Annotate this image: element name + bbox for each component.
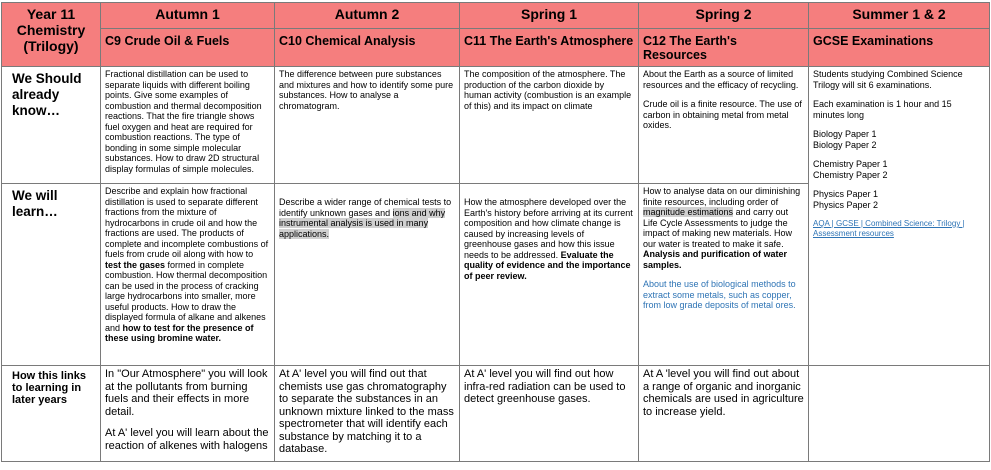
exams-chemistry [813, 159, 985, 180]
learn-c9-text-2: formed in complete combustion. How thermal decomposition can be used in the process of cracking large hydrocarbons into smaller, more useful products. How to draw the displayed formula of alkane and alkenes and [105, 259, 268, 333]
exams-paragraph-count: Students studying Combined Science Trilogy will sit 6 examinations. [813, 69, 963, 90]
links-exams-cell [809, 366, 990, 462]
term-header-spring-2: Spring 2 [639, 3, 809, 29]
row-label-will-learn: We will learn… [2, 184, 101, 366]
exam-chemistry-1: Chemistry Paper 1 [813, 159, 888, 169]
row-label-already-know: We Should already know… [2, 67, 101, 184]
exams-paragraph-duration: Each examination is 1 hour and 15 minutes long [813, 99, 952, 120]
learn-c9-text-1: Describe and explain how fractional distillation is used to separate different fractions from the mixture of hydrocarbons in crude oil and how the fractions are used. The products of complete and incomplete combustions of fuels from crude oil along with how to [105, 186, 269, 259]
links-c9-cell [101, 366, 275, 462]
unit-header-exams: GCSE Examinations [809, 29, 990, 67]
links-c10-cell: At A' level you will find out that chemists use gas chromatography to separate the substances in an unknown mixture linked to the mass spectrometer that will identify each substance by matching it to a database. [275, 366, 460, 462]
unit-header-c9: C9 Crude Oil & Fuels [101, 29, 275, 67]
exam-physics-2: Physics Paper 2 [813, 199, 879, 210]
exams-biology [813, 129, 985, 150]
learn-c10-cell [275, 184, 460, 366]
exam-physics-1: Physics Paper 1 [813, 189, 879, 199]
row-label-later-years: How this links to learning in later years [2, 366, 101, 462]
learn-c11-bold: Evaluate the quality of evidence and the importance of peer review. [464, 249, 631, 281]
term-header-autumn-1: Autumn 1 [101, 3, 275, 29]
learn-c10-highlight: ions and why instrumental analysis is used in many applications. [279, 207, 446, 239]
year-subject-header [2, 3, 101, 67]
learn-c12-paragraph-2: About the use of biological methods to extract some metals, such as copper, from low grade deposits of metal ores. [643, 279, 796, 310]
learn-c12-paragraph-1 [643, 186, 804, 270]
links-c9-paragraph-1: In "Our Atmosphere" you will look at the pollutants from burning fuels and their effects in more detail. [105, 368, 268, 418]
learn-c9-cell [101, 184, 275, 366]
learn-c12-highlight: magnitude estimations [643, 207, 734, 217]
know-c12-paragraph-2: Crude oil is a finite resource. The use of carbon in obtaining metal from metal oxides. [643, 99, 802, 130]
subject-variant-label: (Trilogy) [23, 38, 79, 54]
know-c11-cell: The composition of the atmosphere. The production of the carbon dioxide by human activity (combustion is an example of this) and its impact on climate [460, 67, 639, 184]
know-c9-cell: Fractional distillation can be used to separate liquids with different boiling points. Give some examples of combustion and thermal decomposition reactions. That the fire triangle shows fuel oxygen and heat are required for combustion reactions. The type of bonding in some simple molecular substances. How to draw 2D structural display formulas of simple molecules. [101, 67, 275, 184]
know-c12-paragraph-1: About the Earth as a source of limited resources and the efficacy of recycling. [643, 69, 799, 90]
links-c9-paragraph-2: At A' level you will learn about the reaction of alkenes with halogens [105, 427, 269, 452]
exam-biology-2: Biology Paper 2 [813, 139, 877, 150]
links-c12-cell: At A 'level you will find out about a range of organic and inorganic chemicals are used in agriculture to increase yield. [639, 366, 809, 462]
curriculum-table [1, 2, 990, 462]
learn-c12-cell [639, 184, 809, 366]
learn-c10-text: Describe a wider range of chemical tests to identify unknown gases and [279, 197, 452, 218]
term-header-summer: Summer 1 & 2 [809, 3, 990, 29]
know-c10-cell: The difference between pure substances and mixtures and how to identify some pure substances. How to analyse a chromatogram. [275, 67, 460, 184]
learn-c11-text: How the atmosphere developed over the Earth's history before arriving at its current composition and how climate change is caused by increasing levels of greenhouse gases and how this issue needs to be addressed. [464, 197, 633, 260]
assessment-resources-link[interactable]: AQA | GCSE | Combined Science: Trilogy | Assessment resources [813, 219, 965, 238]
year-label: Year 11 [26, 6, 76, 22]
term-header-spring-1: Spring 1 [460, 3, 639, 29]
know-c12-cell [639, 67, 809, 184]
learn-c12-text-1: How to analyse data on our diminishing finite resources, including order of [643, 186, 801, 207]
unit-header-c10: C10 Chemical Analysis [275, 29, 460, 67]
learn-c9-bold-1: test the gases [105, 259, 166, 270]
exam-chemistry-2: Chemistry Paper 2 [813, 169, 888, 180]
learn-c12-text-2: and carry out Life Cycle Assessments to judge the impact of making new materials. How our water is treated to make it safe. [643, 207, 793, 249]
exams-physics [813, 189, 985, 210]
unit-header-c11: C11 The Earth's Atmosphere [460, 29, 639, 67]
learn-c12-bold: Analysis and purification of water samples. [643, 249, 788, 270]
unit-header-c12: C12 The Earth's Resources [639, 29, 809, 67]
learn-c11-cell [460, 184, 639, 366]
term-header-autumn-2: Autumn 2 [275, 3, 460, 29]
links-c11-cell: At A' level you will find out how infra-red radiation can be used to detect greenhouse gases. [460, 366, 639, 462]
learn-c9-bold-2: how to test for the presence of these using bromine water. [105, 322, 254, 343]
exams-cell [809, 67, 990, 366]
subject-label: Chemistry [16, 22, 86, 38]
exam-biology-1: Biology Paper 1 [813, 129, 877, 139]
